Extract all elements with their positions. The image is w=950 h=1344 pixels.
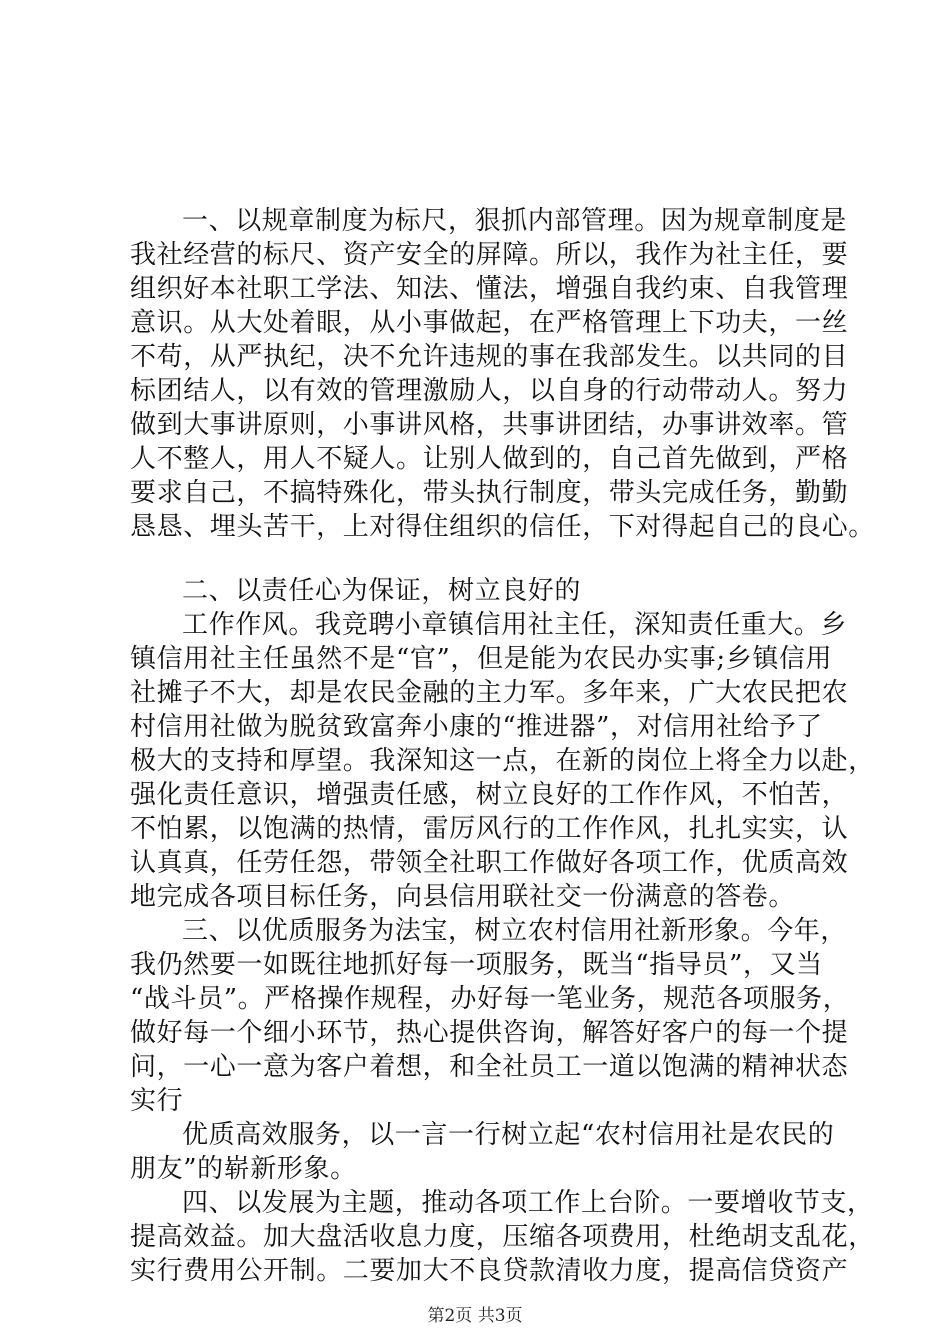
text-line: 做好每一个细小环节，热心提供咨询，解答好客户的每一个提 (130, 1018, 849, 1048)
text-line: 不苟，从严执纪，决不允许违规的事在我部发生。以共同的目 (130, 342, 849, 372)
text-line: 二、以责任心为保证，树立良好的 (182, 576, 582, 606)
text-line: 提高效益。加大盘活收息力度，压缩各项费用，杜绝胡支乱花， (130, 1222, 875, 1252)
text-line: 要求自己，不搞特殊化，带头执行制度，带头完成任务，勤勤 (130, 478, 849, 508)
text-line: 问，一心一意为客户着想，和全社员工一道以饱满的精神状态 (130, 1052, 849, 1082)
text-line: 意识。从大处着眼，从小事做起，在严格管理上下功夫，一丝 (130, 308, 849, 338)
page-number: 第2页 共3页 (427, 1306, 523, 1326)
text-line: 工作作风。我竞聘小章镇信用社主任，深知责任重大。乡 (182, 610, 848, 640)
text-line: 组织好本社职工学法、知法、懂法，增强自我约束、自我管理 (130, 274, 849, 304)
text-line: 恳恳、埋头苦干，上对得住组织的信任，下对得起自己的良心。 (130, 512, 875, 542)
text-line: 标团结人，以有效的管理激励人，以自身的行动带动人。努力 (130, 376, 849, 406)
text-line: 实行 (130, 1086, 184, 1116)
text-line: “战斗员”。严格操作规程，办好每一笔业务，规范各项服务， (130, 984, 850, 1014)
text-line: 认真真，任劳任怨，带领全社职工作做好各项工作，优质高效 (130, 848, 849, 878)
text-line: 实行费用公开制。二要加大不良贷款清收力度，提高信贷资产 (130, 1256, 849, 1286)
text-line: 做到大事讲原则，小事讲风格，共事讲团结，办事讲效率。管 (130, 410, 849, 440)
text-line: 一、以规章制度为标尺，狠抓内部管理。因为规章制度是 (182, 206, 848, 236)
text-line: 村信用社做为脱贫致富奔小康的“推进器”，对信用社给予了 (130, 712, 823, 742)
text-line: 朋友”的崭新形象。 (130, 1154, 357, 1184)
text-line: 极大的支持和厚望。我深知这一点，在新的岗位上将全力以赴， (130, 746, 875, 776)
text-line: 人不整人，用人不疑人。让别人做到的，自己首先做到，严格 (130, 444, 849, 474)
text-line: 社摊子不大，却是农民金融的主力军。多年来，广大农民把农 (130, 678, 849, 708)
text-line: 我社经营的标尺、资产安全的屏障。所以，我作为社主任，要 (130, 240, 849, 270)
text-line: 地完成各项目标任务，向县信用联社交一份满意的答卷。 (130, 882, 796, 912)
text-line: 我仍然要一如既往地抓好每一项服务，既当“指导员”，又当 (130, 950, 823, 980)
text-line: 强化责任意识，增强责任感，树立良好的工作作风，不怕苦， (130, 780, 849, 810)
text-line: 镇信用社主任虽然不是“官”，但是能为农民办实事;乡镇信用 (130, 644, 833, 674)
text-line: 三、以优质服务为法宝，树立农村信用社新形象。今年， (182, 916, 848, 946)
text-line: 优质高效服务，以一言一行树立起“农村信用社是农民的 (182, 1120, 835, 1150)
text-line: 不怕累，以饱满的热情，雷厉风行的工作作风，扎扎实实，认 (130, 814, 849, 844)
text-line: 四、以发展为主题，推动各项工作上台阶。一要增收节支， (182, 1188, 874, 1218)
